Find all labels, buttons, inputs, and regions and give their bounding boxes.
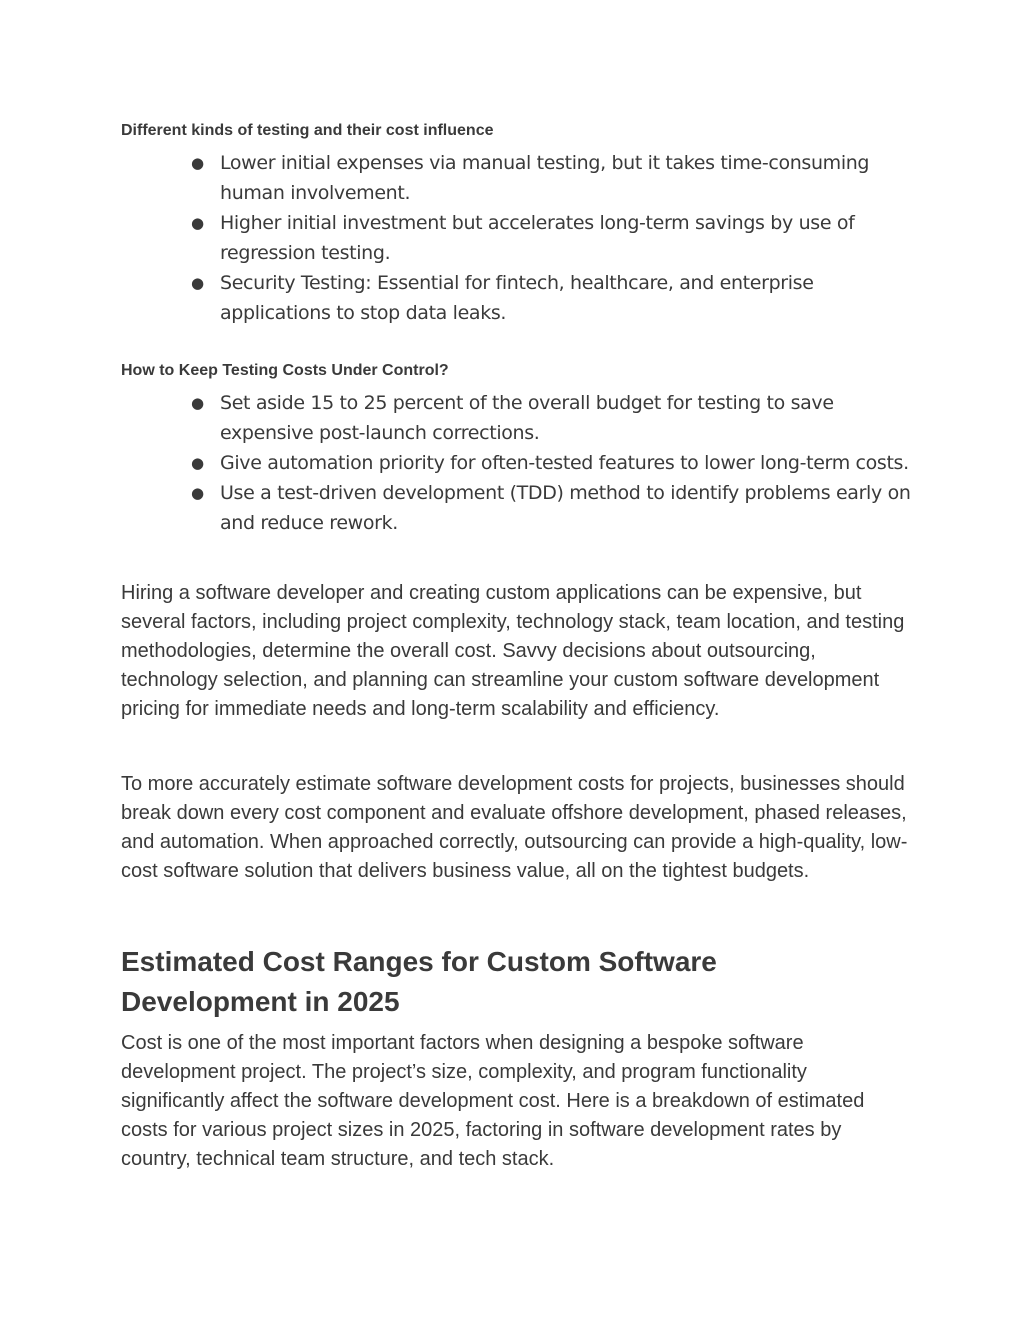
bullet-icon: ● [191, 274, 204, 292]
paragraph-estimate-costs: To more accurately estimate software development costs for projects, businesses should break down every cost component and evaluate offshore development, phased releases, and automation. When approached correctly, outsourcing can provide a high-quality, low-cost software solution that delivers business value, all on the tightest budgets. [121, 773, 908, 882]
list-item: ● Set aside 15 to 25 percent of the overall budget for testing to save expensive post-launch corrections. [191, 388, 911, 448]
list-item: ● Lower initial expenses via manual testing, but it takes time-consuming human involvement. [191, 148, 911, 208]
bullet-list-testing-kinds [191, 148, 911, 328]
bullet-icon: ● [191, 484, 204, 502]
bullet-icon: ● [191, 154, 204, 172]
bullet-icon: ● [191, 454, 204, 472]
section-heading-testing-kinds: Different kinds of testing and their cost influence [121, 122, 494, 139]
list-item: ● Higher initial investment but accelerates long-term savings by use of regression testing. [191, 208, 911, 268]
list-item: ● Use a test-driven development (TDD) method to identify problems early on and reduce rework. [191, 478, 911, 538]
section-heading-cost-ranges: Estimated Cost Ranges for Custom Software Development in 2025 [121, 946, 717, 1017]
list-item: ● Give automation priority for often-tested features to lower long-term costs. [191, 448, 911, 478]
paragraph-cost-factors: Cost is one of the most important factors when designing a bespoke software development project. The project’s size, complexity, and program functionality significantly affect the software development cost. Here is a breakdown of estimated costs for various project sizes in 2025, factoring in software development rates by country, technical team structure, and tech stack. [121, 1032, 865, 1170]
bullet-icon: ● [191, 394, 204, 412]
section-heading-cost-control: How to Keep Testing Costs Under Control? [121, 362, 449, 379]
bullet-list-cost-control [191, 388, 911, 538]
paragraph-hiring-developer: Hiring a software developer and creating custom applications can be expensive, but several factors, including project complexity, technology stack, team location, and testing methodologies, determine the overall cost. Savvy decisions about outsourcing, technology selection, and planning can streamline your custom software development pricing for immediate needs and long-term scalability and efficiency. [121, 582, 905, 720]
list-item: ● Security Testing: Essential for fintech, healthcare, and enterprise applications to stop data leaks. [191, 268, 911, 328]
bullet-icon: ● [191, 214, 204, 232]
